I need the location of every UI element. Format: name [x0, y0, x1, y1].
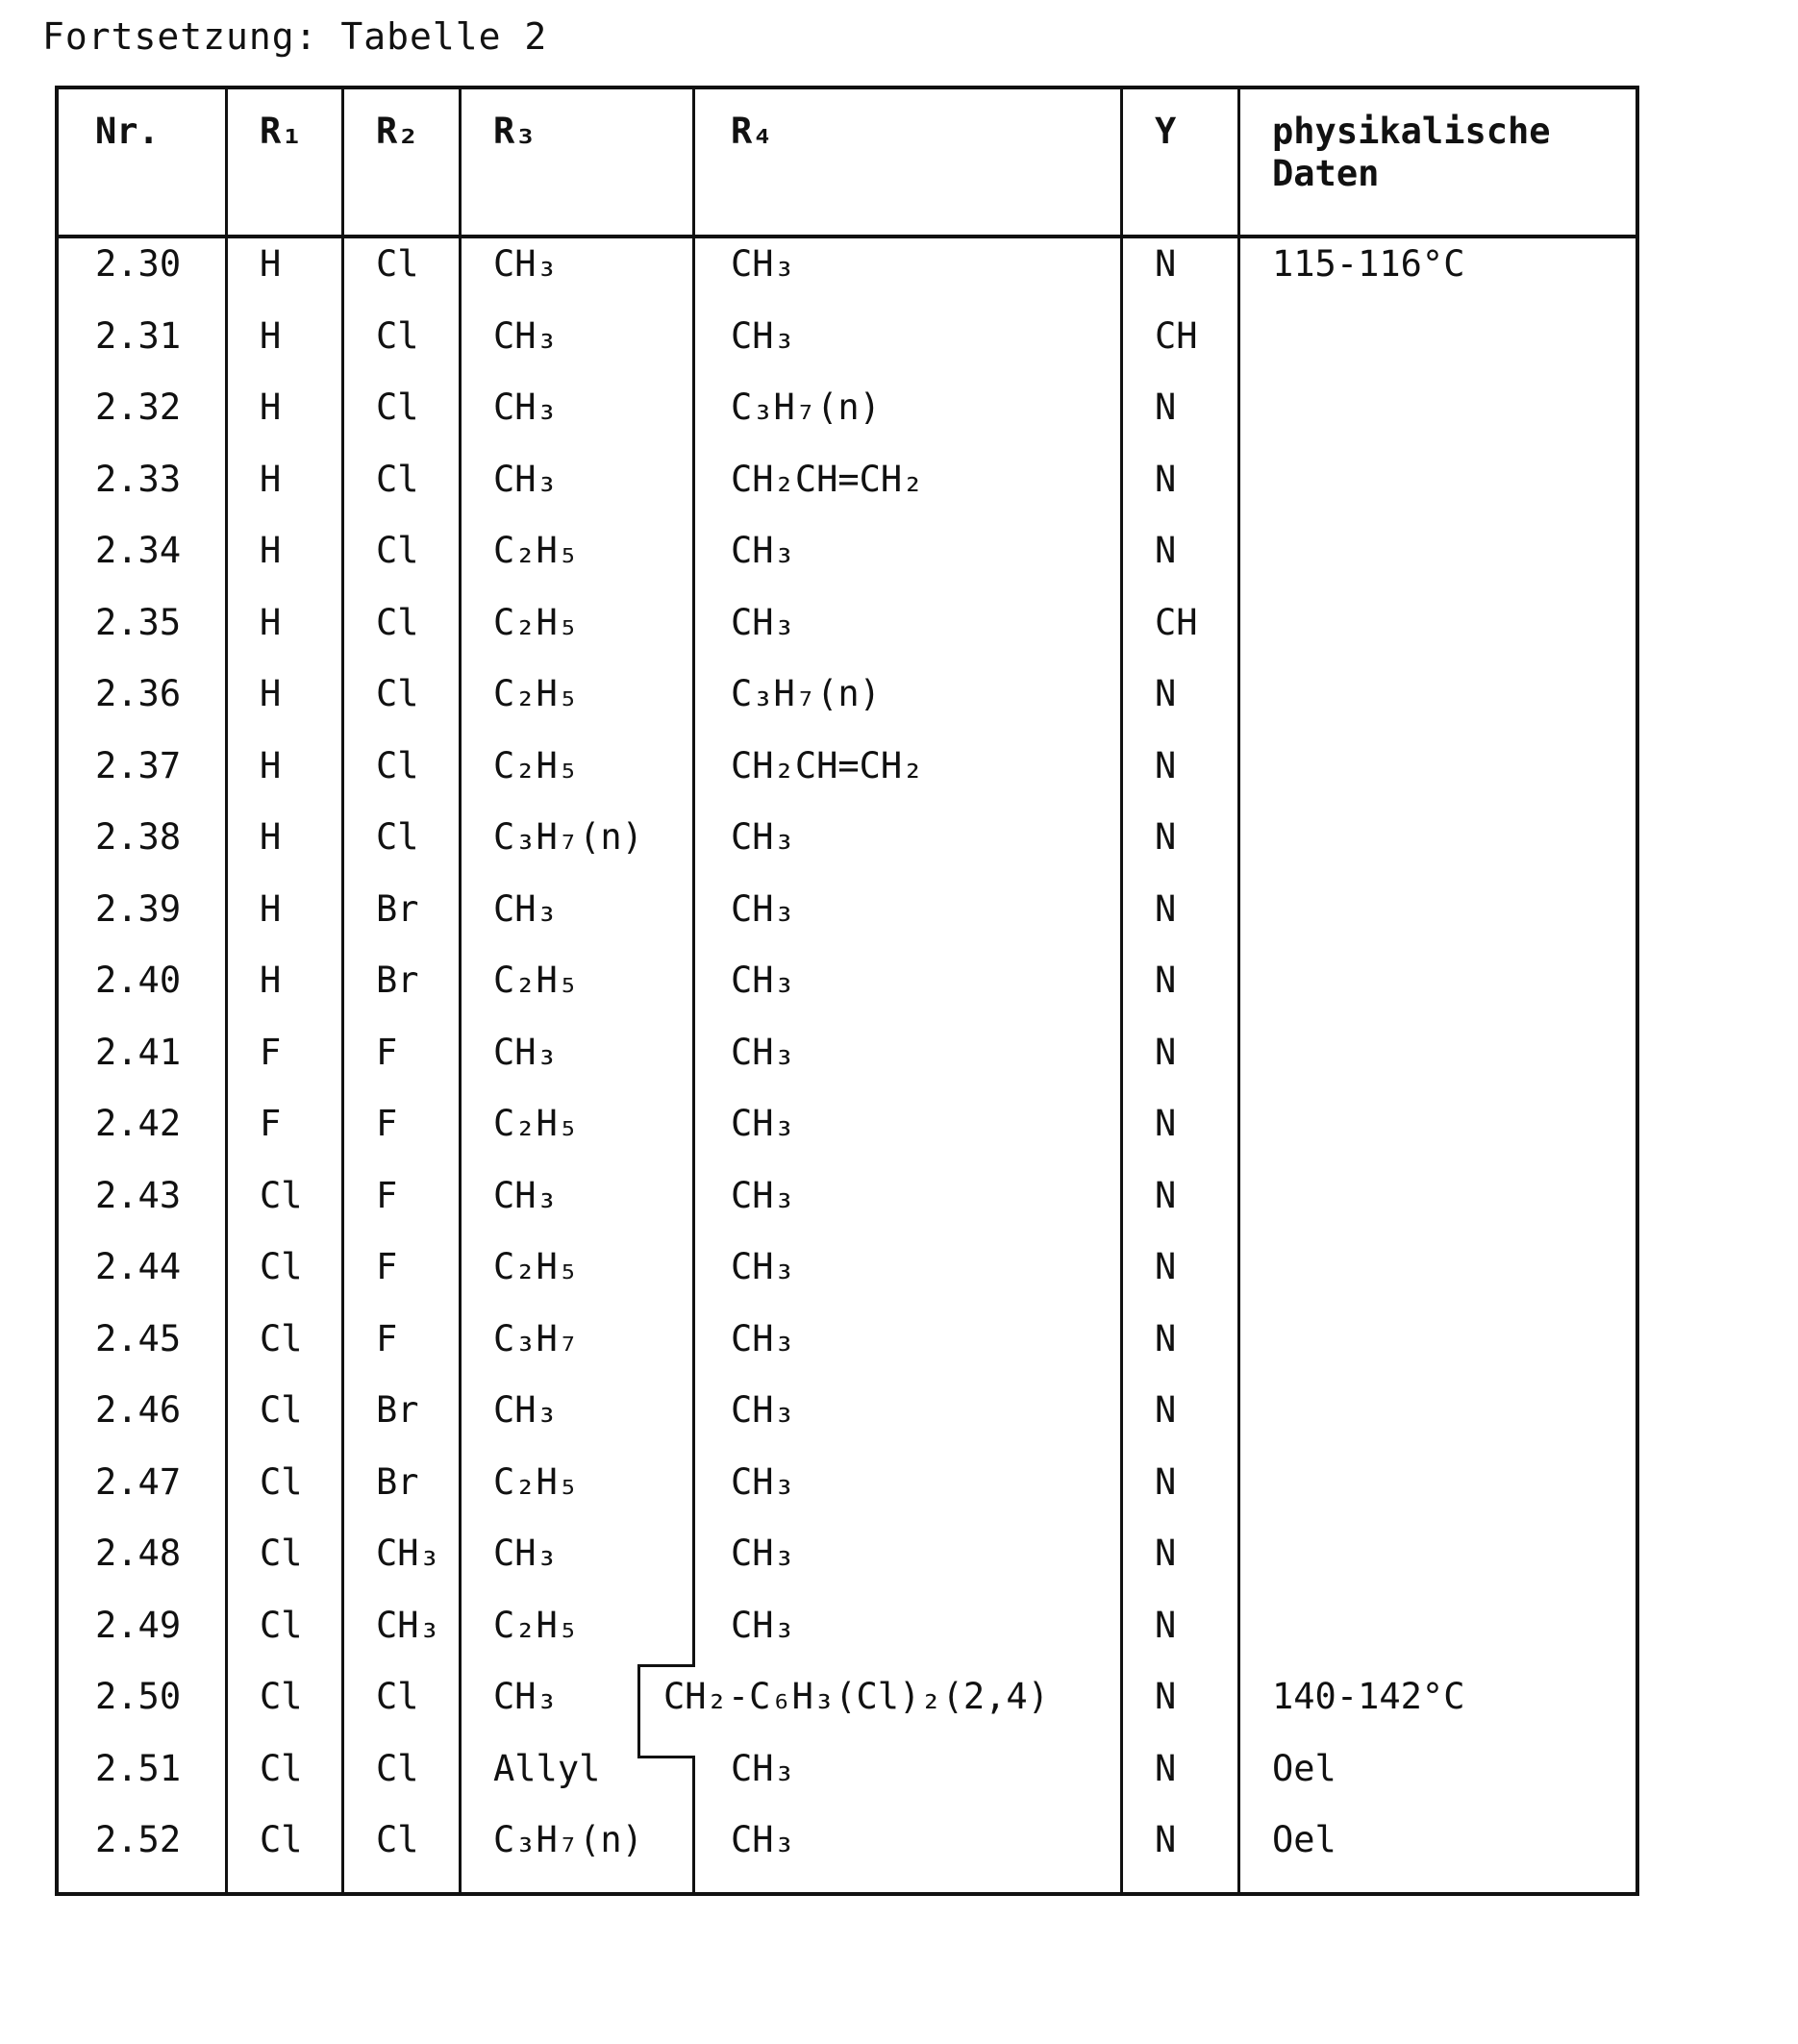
cell-r3: C₂H₅	[493, 960, 579, 1002]
cell-r1: Cl	[260, 1246, 303, 1288]
cell-r1: H	[260, 459, 281, 501]
cell-nr: 2.42	[95, 1103, 181, 1145]
column-divider	[341, 89, 344, 1892]
cell-r2: F	[376, 1246, 397, 1288]
cell-y: N	[1155, 1676, 1176, 1718]
cell-r2: F	[376, 1032, 397, 1074]
column-divider	[1237, 89, 1240, 1892]
cell-r3: CH₃	[493, 1175, 558, 1217]
cell-nr: 2.40	[95, 960, 181, 1002]
header-r2: R₂	[376, 111, 419, 153]
cell-r3: C₂H₅	[493, 1246, 579, 1288]
column-divider	[225, 89, 228, 1892]
cell-r2: Cl	[376, 816, 419, 859]
cell-r1: Cl	[260, 1605, 303, 1647]
cell-y: N	[1155, 1318, 1176, 1360]
cell-nr: 2.31	[95, 315, 181, 358]
cell-nr: 2.48	[95, 1533, 181, 1575]
cell-r1: H	[260, 243, 281, 286]
cell-r1: H	[260, 888, 281, 931]
cell-r1: F	[260, 1032, 281, 1074]
cell-physical-data: Oel	[1272, 1819, 1336, 1861]
cell-r2: Br	[376, 960, 419, 1002]
cell-r1: Cl	[260, 1819, 303, 1861]
cell-nr: 2.46	[95, 1389, 181, 1432]
cell-nr: 2.36	[95, 673, 181, 715]
cell-nr: 2.51	[95, 1748, 181, 1790]
cell-r1: Cl	[260, 1318, 303, 1360]
cell-r4: CH₃	[731, 1819, 795, 1861]
cell-r4: CH₃	[731, 888, 795, 931]
cell-r3: CH₃	[493, 459, 558, 501]
cell-nr: 2.45	[95, 1318, 181, 1360]
cell-y: N	[1155, 888, 1176, 931]
cell-r4: CH₃	[731, 1318, 795, 1360]
cell-r4: CH₂-C₆H₃(Cl)₂(2,4)	[663, 1676, 1049, 1718]
column-divider	[692, 89, 695, 1666]
cell-r1: H	[260, 386, 281, 429]
cell-r4: CH₃	[731, 315, 795, 358]
cell-r1: Cl	[260, 1676, 303, 1718]
cell-y: N	[1155, 530, 1176, 572]
cell-y: N	[1155, 673, 1176, 715]
cell-r2: F	[376, 1318, 397, 1360]
cell-y: CH	[1155, 315, 1198, 358]
cell-r4: CH₃	[731, 1175, 795, 1217]
cell-r3: C₂H₅	[493, 1461, 579, 1504]
cell-r4: CH₂CH=CH₂	[731, 745, 923, 787]
cell-r4: CH₃	[731, 1389, 795, 1432]
cell-r4: C₃H₇(n)	[731, 673, 881, 715]
cell-nr: 2.50	[95, 1676, 181, 1718]
cell-r1: H	[260, 530, 281, 572]
cell-r1: Cl	[260, 1389, 303, 1432]
cell-physical-data: 140-142°C	[1272, 1676, 1464, 1718]
header-y: Y	[1155, 111, 1176, 153]
cell-r2: Cl	[376, 1676, 419, 1718]
header-physical-data: physikalische Daten	[1272, 111, 1551, 195]
cell-r2: CH₃	[376, 1533, 440, 1575]
cell-r2: F	[376, 1103, 397, 1145]
cell-y: N	[1155, 816, 1176, 859]
cell-nr: 2.35	[95, 602, 181, 644]
cell-r3: Allyl	[493, 1748, 600, 1790]
cell-r1: Cl	[260, 1175, 303, 1217]
cell-r2: CH₃	[376, 1605, 440, 1647]
cell-r4: CH₃	[731, 1032, 795, 1074]
cell-y: N	[1155, 386, 1176, 429]
cell-y: N	[1155, 1246, 1176, 1288]
cell-r1: Cl	[260, 1461, 303, 1504]
cell-r1: H	[260, 673, 281, 715]
cell-nr: 2.33	[95, 459, 181, 501]
cell-r2: Br	[376, 888, 419, 931]
cell-r3: CH₃	[493, 243, 558, 286]
cell-r3: C₂H₅	[493, 1103, 579, 1145]
cell-nr: 2.49	[95, 1605, 181, 1647]
column-divider	[1120, 89, 1123, 1892]
cell-r1: F	[260, 1103, 281, 1145]
cell-y: N	[1155, 243, 1176, 286]
cell-r2: Cl	[376, 1748, 419, 1790]
cell-r2: Cl	[376, 602, 419, 644]
cell-r2: Cl	[376, 386, 419, 429]
cell-r2: Cl	[376, 673, 419, 715]
cell-r3: C₃H₇	[493, 1318, 579, 1360]
cell-y: N	[1155, 1819, 1176, 1861]
cell-nr: 2.34	[95, 530, 181, 572]
cell-r4: CH₃	[731, 1246, 795, 1288]
cell-r2: Br	[376, 1461, 419, 1504]
cell-r3: C₂H₅	[493, 602, 579, 644]
cell-nr: 2.32	[95, 386, 181, 429]
cell-r3: CH₃	[493, 888, 558, 931]
column-divider	[637, 1664, 695, 1667]
cell-r1: H	[260, 960, 281, 1002]
cell-r3: C₃H₇(n)	[493, 1819, 643, 1861]
header-r3: R₃	[493, 111, 537, 153]
cell-physical-data: Oel	[1272, 1748, 1336, 1790]
header-r1: R₁	[260, 111, 303, 153]
cell-y: N	[1155, 1748, 1176, 1790]
cell-r1: H	[260, 745, 281, 787]
cell-nr: 2.41	[95, 1032, 181, 1074]
cell-r1: H	[260, 315, 281, 358]
cell-y: CH	[1155, 602, 1198, 644]
cell-r4: CH₃	[731, 816, 795, 859]
cell-nr: 2.37	[95, 745, 181, 787]
cell-r1: Cl	[260, 1533, 303, 1575]
cell-r3: C₂H₅	[493, 1605, 579, 1647]
cell-r2: Cl	[376, 1819, 419, 1861]
cell-r3: CH₃	[493, 1676, 558, 1718]
data-table	[55, 86, 1639, 1896]
cell-r4: C₃H₇(n)	[731, 386, 881, 429]
cell-r3: CH₃	[493, 386, 558, 429]
column-divider	[637, 1756, 695, 1758]
cell-nr: 2.52	[95, 1819, 181, 1861]
cell-y: N	[1155, 1389, 1176, 1432]
cell-r3: C₃H₇(n)	[493, 816, 643, 859]
cell-nr: 2.39	[95, 888, 181, 931]
cell-r4: CH₃	[731, 1103, 795, 1145]
cell-physical-data: 115-116°C	[1272, 243, 1464, 286]
cell-y: N	[1155, 1461, 1176, 1504]
cell-r2: Cl	[376, 459, 419, 501]
cell-r4: CH₃	[731, 960, 795, 1002]
cell-r2: Cl	[376, 530, 419, 572]
cell-r1: Cl	[260, 1748, 303, 1790]
cell-r3: C₂H₅	[493, 673, 579, 715]
cell-r2: Br	[376, 1389, 419, 1432]
cell-r4: CH₃	[731, 602, 795, 644]
cell-y: N	[1155, 1032, 1176, 1074]
table-caption: Fortsetzung: Tabelle 2	[42, 15, 547, 58]
cell-r3: CH₃	[493, 1533, 558, 1575]
cell-r4: CH₃	[731, 1461, 795, 1504]
cell-nr: 2.47	[95, 1461, 181, 1504]
cell-y: N	[1155, 1175, 1176, 1217]
header-nr: Nr.	[95, 111, 160, 153]
cell-y: N	[1155, 1533, 1176, 1575]
cell-y: N	[1155, 459, 1176, 501]
cell-r4: CH₃	[731, 530, 795, 572]
cell-y: N	[1155, 1605, 1176, 1647]
cell-r1: H	[260, 816, 281, 859]
cell-nr: 2.38	[95, 816, 181, 859]
cell-r4: CH₃	[731, 1605, 795, 1647]
cell-y: N	[1155, 745, 1176, 787]
cell-y: N	[1155, 960, 1176, 1002]
cell-r1: H	[260, 602, 281, 644]
cell-r2: Cl	[376, 745, 419, 787]
cell-r4: CH₃	[731, 1748, 795, 1790]
cell-r3: CH₃	[493, 315, 558, 358]
column-divider	[459, 89, 462, 1892]
header-r4: R₄	[731, 111, 774, 153]
cell-r3: C₂H₅	[493, 530, 579, 572]
cell-nr: 2.44	[95, 1246, 181, 1288]
cell-r3: CH₃	[493, 1389, 558, 1432]
cell-r2: Cl	[376, 243, 419, 286]
cell-r4: CH₃	[731, 1533, 795, 1575]
cell-r3: CH₃	[493, 1032, 558, 1074]
cell-r4: CH₃	[731, 243, 795, 286]
header-divider	[59, 235, 1636, 238]
cell-r2: F	[376, 1175, 397, 1217]
cell-r4: CH₂CH=CH₂	[731, 459, 923, 501]
cell-nr: 2.43	[95, 1175, 181, 1217]
cell-y: N	[1155, 1103, 1176, 1145]
column-divider	[692, 1757, 695, 1893]
cell-r3: C₂H₅	[493, 745, 579, 787]
cell-r2: Cl	[376, 315, 419, 358]
cell-nr: 2.30	[95, 243, 181, 286]
column-divider	[637, 1666, 640, 1757]
